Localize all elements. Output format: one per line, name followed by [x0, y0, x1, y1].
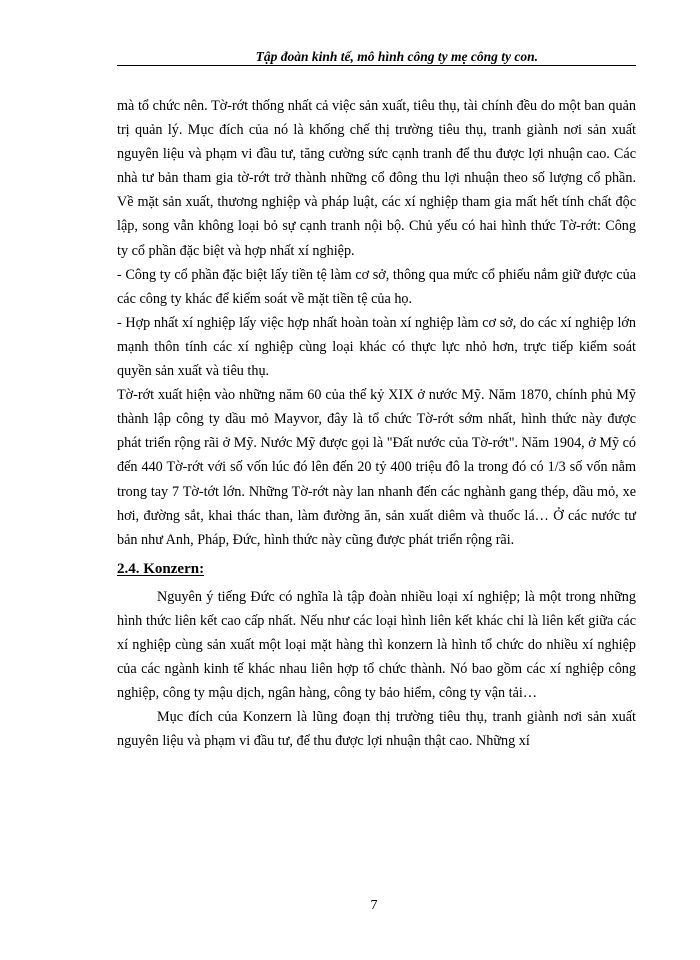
header-title: Tập đoàn kinh tế, mô hình công ty mẹ công ty con. — [255, 49, 538, 64]
document-body — [117, 94, 636, 753]
body-paragraph: Tờ-rớt xuất hiện vào những năm 60 của thế kỷ XIX ở nước Mỹ. Năm 1870, chính phủ Mỹ thành lập công ty dầu mỏ Mayvor, đây là tổ chức Tờ-rớt sớm nhất, hình thức này được phát triển rộng rãi ở Mỹ. Nước Mỹ được gọi là "Đất nước của Tờ-rớt". Năm 1904, ở Mỹ có đến 440 Tờ-rớt với số vốn lúc đó lên đến 20 tỷ 400 triệu đô la trong đó có 1/3 số vốn nằm trong tay 7 Tờ-tớt lớn. Những Tờ-rớt này lan nhanh đến các nghành gang thép, dầu mỏ, xe hơi, đường sắt, khai thác than, làm đường ăn, sản xuất diêm và thuốc lá… Ở các nước tư bản như Anh, Pháp, Đức, hình thức này cũng được phát triển rộng rãi. — [117, 387, 636, 548]
body-paragraph: mà tổ chức nên. Tờ-rớt thống nhất cả việc sản xuất, tiêu thụ, tài chính đều do một ban quản trị quản lý. Mục đích của nó là khống chế thị trường tiêu thụ, tranh giành nơi sản xuất nguyên liệu và phạm vi đầu tư, tăng cường sức cạnh tranh để thu được lợi nhuận cao. Các nhà tư bản tham gia tờ-rớt trở thành những cổ đông thu lợi nhuận theo số lượng cổ phần. Về mặt sản xuất, thương nghiệp và pháp luật, các xí nghiệp tham gia mất hết tính chất độc lập, song vẫn không loại bỏ sự cạnh tranh nội bộ. Chủ yếu có hai hình thức Tờ-rớt: Công ty cổ phần đặc biệt và hợp nhất xí nghiệp. — [117, 98, 636, 259]
section-paragraph: Mục đích của Konzern là lũng đoạn thị trường tiêu thụ, tranh giành nơi sản xuất nguyên liệu và phạm vi đầu tư, để thu được lợi nhuận thật cao. Những xí — [117, 709, 636, 750]
page-number: 7 — [370, 898, 378, 913]
body-paragraph: - Hợp nhất xí nghiệp lấy việc hợp nhất hoàn toàn xí nghiệp làm cơ sở, do các xí nghiệp lớn mạnh thôn tính các xí nghiệp cùng loại khác có thực lực nhỏ hơn, trực tiếp kiểm soát quyền sản xuất và tiêu thụ. — [117, 314, 636, 380]
section-heading-text: 2.4. Konzern: — [117, 560, 205, 577]
section-heading — [117, 557, 636, 581]
section-paragraph: Nguyên ý tiếng Đức có nghĩa là tập đoàn nhiều loại xí nghiệp; là một trong những hình thức liên kết cao cấp nhất. Nếu như các loại hình liên kết khác chỉ là liên kết giữa các xí nghiệp cùng sản xuất một loại mặt hàng thì konzern là hình tổ chức do nhiều xí nghiệp của các ngành kinh tế khác nhau liên hợp tổ chức thành. Nó bao gồm các xí nghiệp công nghiệp, công ty mậu dịch, ngân hàng, công ty bảo hiểm, công ty vận tải… — [117, 588, 636, 702]
page-header — [117, 48, 636, 66]
body-paragraph: - Công ty cổ phần đặc biệt lấy tiền tệ làm cơ sở, thông qua mức cổ phiếu nắm giữ được của các công ty khác để kiểm soát về mặt tiền tệ của họ. — [117, 266, 636, 307]
